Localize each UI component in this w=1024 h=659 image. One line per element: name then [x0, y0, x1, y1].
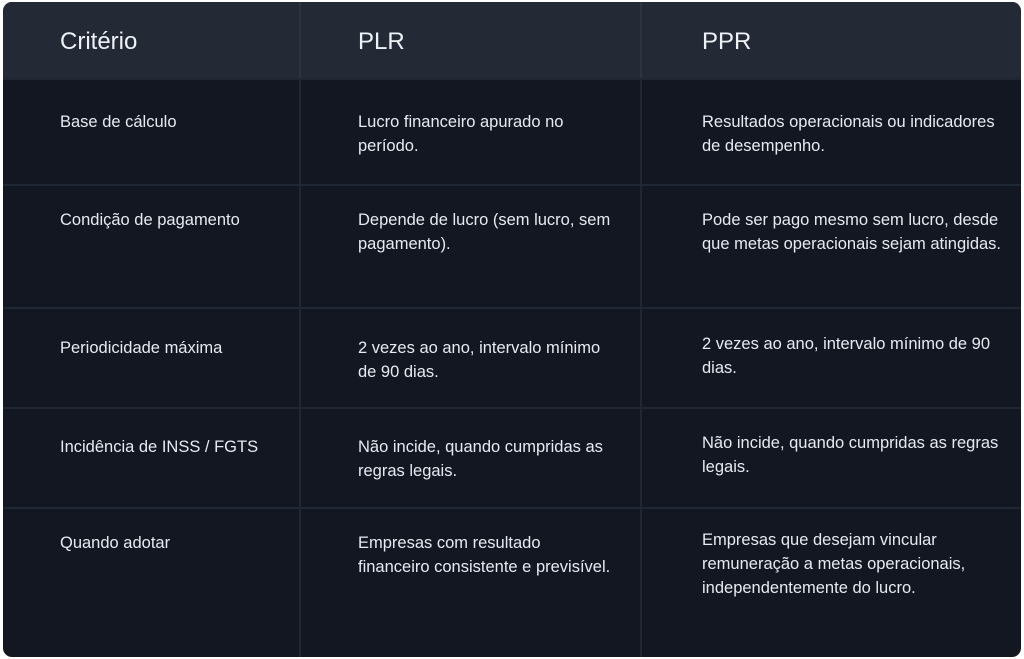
- row-label: Condição de pagamento: [3, 186, 301, 307]
- comparison-table: [3, 2, 1021, 657]
- header-plr: PLR: [301, 2, 642, 78]
- plr-cell: Lucro financeiro apurado no período.: [301, 80, 642, 184]
- ppr-cell: Resultados operacionais ou indicadores de desempenho.: [702, 113, 995, 155]
- row-label: Periodicidade máxima: [3, 309, 301, 407]
- row-label: Base de cálculo: [3, 80, 301, 184]
- row-label: Incidência de INSS / FGTS: [3, 409, 301, 507]
- table-row-incidencia-inss-fgts: [3, 409, 1021, 509]
- ppr-cell: Não incide, quando cumpridas as regras legais.: [702, 434, 999, 476]
- row-label: Quando adotar: [3, 509, 301, 657]
- plr-cell: 2 vezes ao ano, intervalo mínimo de 90 dias.: [301, 309, 642, 407]
- plr-cell: Depende de lucro (sem lucro, sem pagamento).: [301, 186, 642, 307]
- ppr-cell: 2 vezes ao ano, intervalo mínimo de 90 dias.: [702, 335, 991, 377]
- header-ppr: PPR: [702, 28, 752, 55]
- table-row-condicao-de-pagamento: [3, 186, 1021, 309]
- ppr-cell: Empresas que desejam vincular remuneração a metas operacionais, independentemente do lucro.: [702, 531, 966, 597]
- header-criterio: Critério: [3, 2, 301, 78]
- ppr-cell: Pode ser pago mesmo sem lucro, desde que metas operacionais sejam atingidas.: [702, 211, 1002, 253]
- table-header-row: [3, 2, 1021, 80]
- plr-cell: Não incide, quando cumpridas as regras legais.: [301, 409, 642, 507]
- table-row-periodicidade-maxima: [3, 309, 1021, 409]
- table-row-quando-adotar: [3, 509, 1021, 657]
- plr-cell: Empresas com resultado financeiro consistente e previsível.: [301, 509, 642, 657]
- table-row-base-de-calculo: [3, 80, 1021, 186]
